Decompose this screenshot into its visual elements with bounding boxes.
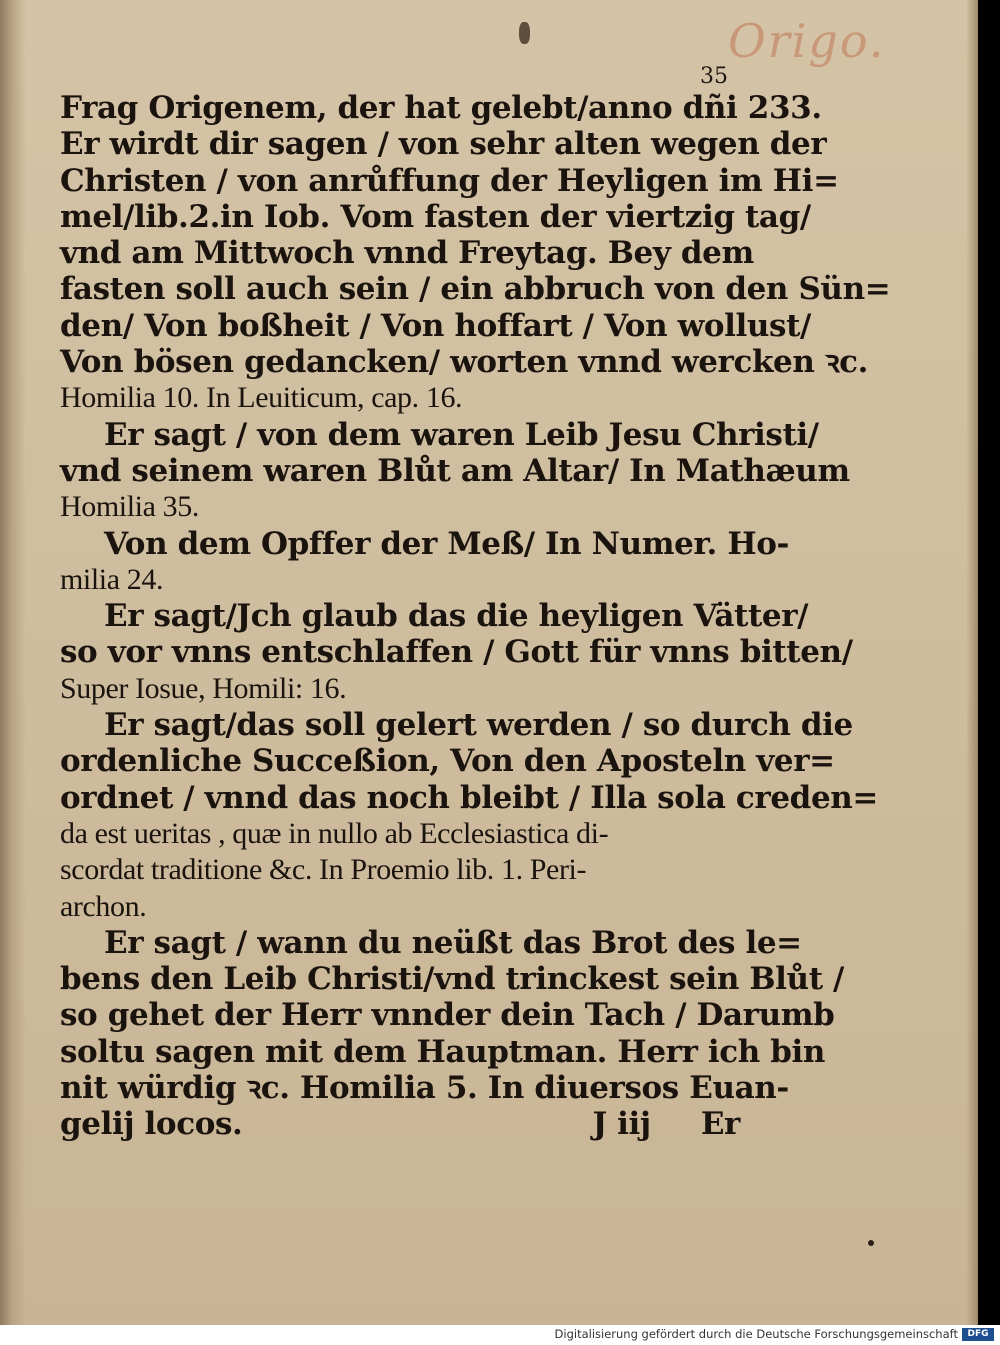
ink-stain — [519, 22, 530, 44]
text-line: vnd am Mittwoch vnnd Freytag. Bey dem — [60, 235, 754, 272]
text-line: Er sagt / wann du neüßt das Brot des le= — [104, 924, 802, 961]
text-line: Er sagt/das soll gelert werden / so durch die — [104, 707, 853, 744]
last-line — [60, 1106, 740, 1142]
text-line: so vor vnns entschlaffen / Gott für vnns bitten/ — [60, 634, 853, 671]
handwritten-margin-note: Origo. — [728, 14, 886, 68]
text-line: Homilia 35. — [60, 490, 199, 524]
text-line: mel/lib.2.in Iob. Vom fasten der viertzig tag/ — [60, 198, 811, 235]
book-spine-shadow — [0, 0, 26, 1325]
signature-mark: J iij — [592, 1106, 651, 1143]
catchword: Er — [700, 1106, 740, 1143]
text-line: Super Iosue, Homili: 16. — [60, 671, 347, 705]
ink-dot — [868, 1240, 874, 1246]
text-line: Von bösen gedancken/ worten vnnd wercken ꝛc. — [60, 344, 869, 381]
dfg-logo: DFG — [962, 1328, 994, 1341]
text-line: Er sagt/Jch glaub das die heyligen Vätter/ — [104, 598, 809, 635]
text-line: den/ Von boßheit / Von hoffart / Von wollust/ — [60, 307, 811, 344]
last-line-text: gelij locos. — [60, 1106, 243, 1143]
page-edge-shadow — [966, 0, 978, 1325]
text-line: Er wirdt dir sagen / von sehr alten wegen der — [60, 126, 827, 163]
text-line: Christen / von anrůffung der Heyligen im Hi= — [60, 162, 839, 199]
text-line: milia 24. — [60, 562, 164, 596]
page-number: 35 — [700, 64, 728, 89]
text-line: soltu sagen mit dem Hauptman. Herr ich bin — [60, 1033, 826, 1070]
text-line: ordenliche Succeßion, Von den Aposteln ver= — [60, 743, 835, 780]
text-line: scordat traditione &c. In Proemio lib. 1. Peri- — [60, 853, 587, 887]
text-block — [60, 90, 891, 1143]
footer-credit-text: Digitalisierung gefördert durch die Deutsche Forschungsgemeinschaft — [554, 1327, 958, 1341]
text-line: ordnet / vnnd das noch bleibt / Illa sola creden= — [60, 779, 878, 816]
text-line: Frag Origenem, der hat gelebt/anno dñi 233. — [60, 90, 822, 126]
text-line: Von dem Opffer der Meß/ In Numer. Ho- — [104, 525, 789, 562]
text-line: da est ueritas , quæ in nullo ab Ecclesiastica di- — [60, 816, 609, 850]
text-line: Homilia 10. In Leuiticum, cap. 16. — [60, 381, 463, 415]
text-line: vnd seinem waren Blůt am Altar/ In Mathæum — [60, 452, 850, 489]
text-line: archon. — [60, 889, 147, 923]
text-line: nit würdig ꝛc. Homilia 5. In diuersos Euan- — [60, 1070, 789, 1107]
text-line: fasten soll auch sein / ein abbruch von den Sün= — [60, 271, 891, 308]
text-line: Er sagt / von dem waren Leib Jesu Christi/ — [104, 416, 819, 453]
text-line: bens den Leib Christi/vnd trinckest sein Blůt / — [60, 961, 844, 998]
text-line: so gehet der Herr vnnder dein Tach / Darumb — [60, 997, 835, 1034]
